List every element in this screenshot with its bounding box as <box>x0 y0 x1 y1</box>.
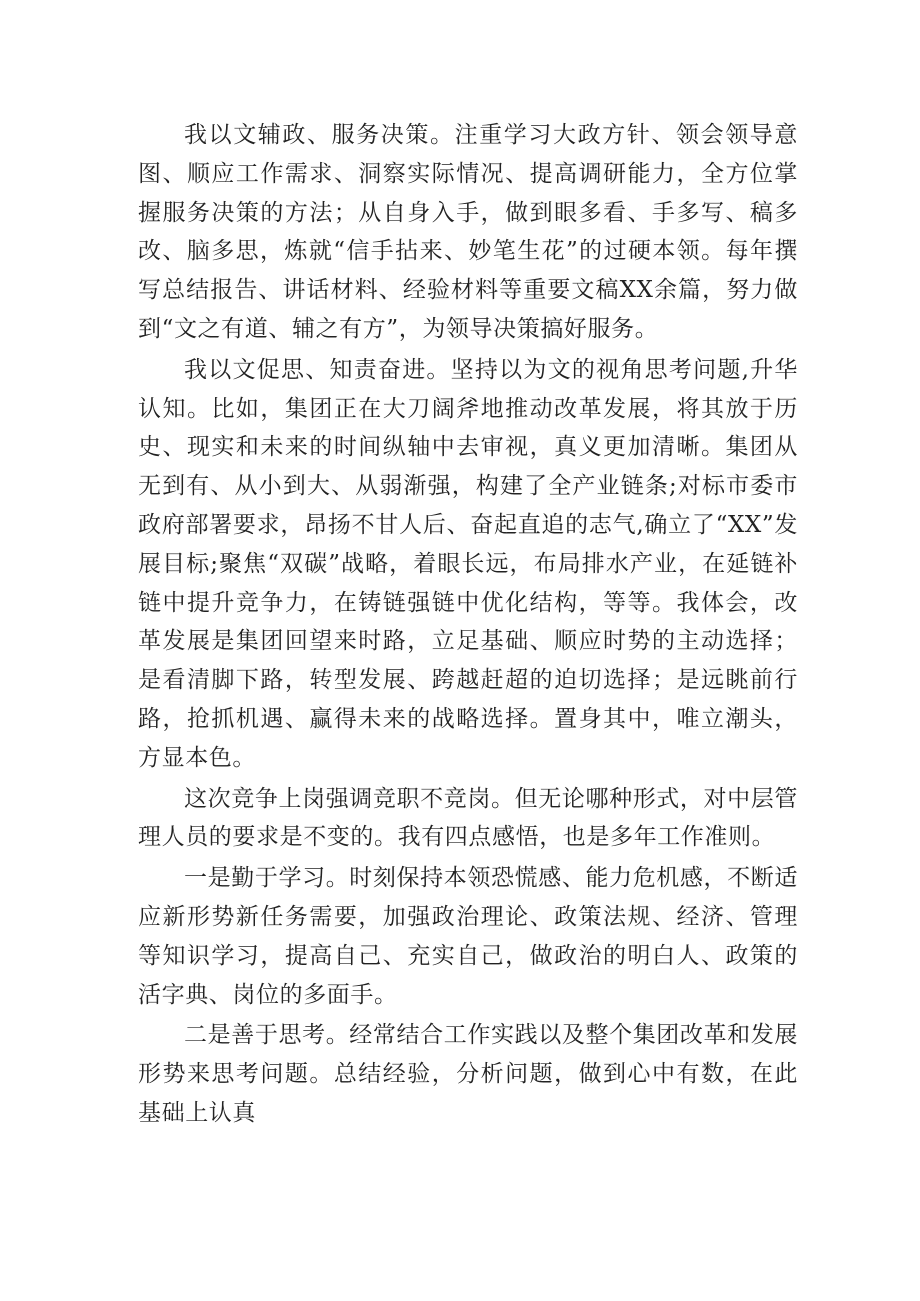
paragraph-serve-decisions: 我以文辅政、服务决策。注重学习大政方针、领会领导意图、顺应工作需求、洞察实际情况、提高调研能力，全方位掌握服务决策的方法；从自身入手，做到眼多看、手多写、稿多改、脑多思，炼就“信手拈来、妙笔生花”的过硬本领。每年撰写总结报告、讲话材料、经验材料等重要文稿XX余篇，努力做到“文之有道、辅之有方”，为领导决策搞好服务。 <box>138 122 798 342</box>
paragraph-diligent-study: 一是勤于学习。时刻保持本领恐慌感、能力危机感，不断适应新形势新任务需要，加强政治理论、政策法规、经济、管理等知识学习，提高自己、充实自己，做政治的明白人、政策的活字典、岗位的多面手。 <box>138 865 798 1008</box>
paragraph-promote-thinking: 我以文促思、知责奋进。坚持以为文的视角思考问题,升华认知。比如，集团正在大刀阔斧地推动改革发展，将其放于历史、现实和未来的时间纵轴中去审视，真义更加清晰。集团从无到有、从小到大、从弱渐强，构建了全产业链条;对标市委市政府部署要求，昂扬不甘人后、奋起直追的志气,确立了“XX”发展目标;聚焦“双碳”战略，着眼长远，布局排水产业，在延链补链中提升竞争力，在铸链强链中优化结构，等等。我体会，改革发展是集团回望来时路，立足基础、顺应时势的主动选择；是看清脚下路，转型发展、跨越赶超的迫切选择；是远眺前行路，抢抓机遇、赢得未来的战略选择。置身其中，唯立潮头，方显本色。 <box>138 356 798 771</box>
paragraph-good-thinking: 二是善于思考。经常结合工作实践以及整个集团改革和发展形势来思考问题。总结经验，分析问题，做到心中有数，在此基础上认真 <box>138 1022 798 1126</box>
paragraph-competition-intro: 这次竞争上岗强调竞职不竞岗。但无论哪种形式，对中层管理人员的要求是不变的。我有四点感悟，也是多年工作准则。 <box>138 785 798 851</box>
